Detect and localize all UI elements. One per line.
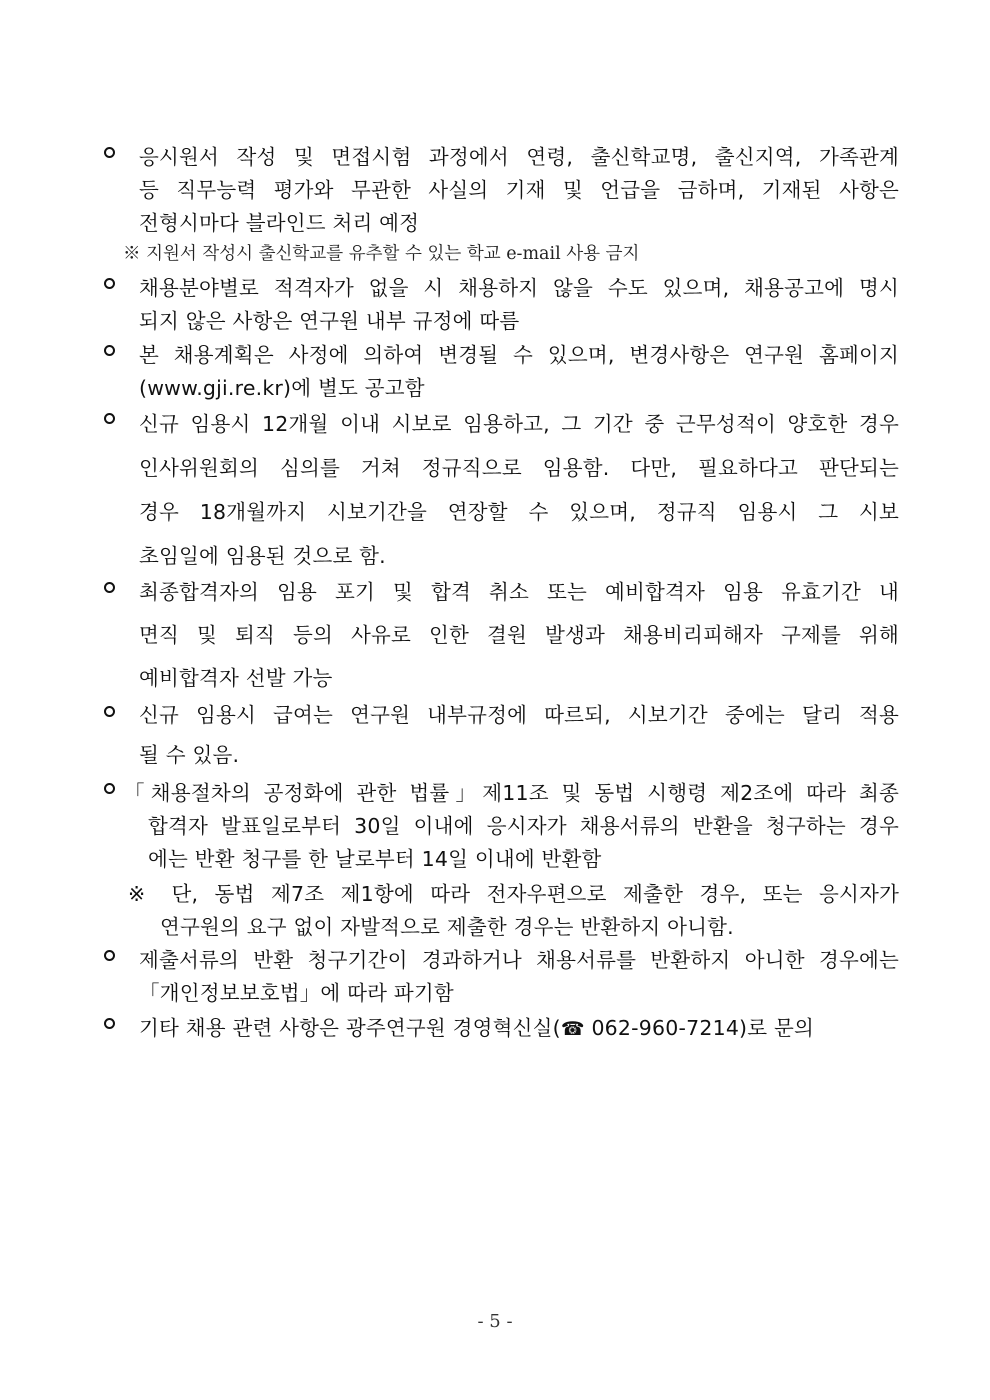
circle-bullet-icon bbox=[104, 147, 115, 158]
notice-item-disposal bbox=[104, 944, 899, 1010]
text-line: 전형시마다 블라인드 처리 예정 bbox=[139, 211, 420, 235]
contact-phone: 062-960-7214)로 문의 bbox=[591, 1016, 814, 1040]
page-number: - 5 - bbox=[477, 1311, 513, 1332]
text-line: 응시원서 작성 및 면접시험 과정에서 연령, 출신학교명, 출신지역, 가족관계 bbox=[139, 145, 899, 169]
text-line: 신규 임용시 급여는 연구원 내부규정에 따르되, 시보기간 중에는 달리 적용 bbox=[139, 703, 899, 727]
text-line: 초임일에 임용된 것으로 함. bbox=[139, 544, 386, 568]
circle-bullet-icon bbox=[104, 1018, 115, 1029]
email-note: ※ 지원서 작성시 출신학교를 유추할 수 있는 학교 e-mail 사용 금지 bbox=[123, 244, 640, 264]
text-line: 합격자 발표일로부터 30일 이내에 응시자가 채용서류의 반환을 청구하는 경우 bbox=[148, 814, 899, 838]
text-line: 최종합격자의 임용 포기 및 합격 취소 또는 예비합격자 임용 유효기간 내 bbox=[139, 580, 899, 604]
text-line: 되지 않은 사항은 연구원 내부 규정에 따름 bbox=[139, 309, 520, 333]
notice-item-reserve-candidates bbox=[104, 576, 899, 700]
phone-icon: ☎ bbox=[560, 1018, 585, 1040]
notice-item-salary bbox=[104, 700, 899, 775]
notice-item-no-qualified bbox=[104, 272, 899, 338]
notice-item-plan-change bbox=[104, 339, 899, 405]
text-line: 될 수 있음. bbox=[139, 743, 240, 767]
circle-bullet-icon bbox=[104, 706, 115, 717]
text-line: 예비합격자 선발 가능 bbox=[139, 666, 333, 690]
circle-bullet-icon bbox=[104, 345, 115, 356]
circle-bullet-icon bbox=[104, 783, 115, 794]
notice-item-blind-screening bbox=[104, 141, 899, 240]
text-line: 인사위원회의 심의를 거쳐 정규직으로 임용함. 다만, 필요하다고 판단되는 bbox=[139, 456, 899, 480]
notice-item-document-return bbox=[104, 777, 899, 876]
contact-text: 기타 채용 관련 사항은 광주연구원 경영혁신실( bbox=[139, 1016, 561, 1040]
return-exception-note-line2: 연구원의 요구 없이 자발적으로 제출한 경우는 반환하지 아니함. bbox=[160, 915, 734, 939]
circle-bullet-icon bbox=[104, 950, 115, 961]
notice-item-contact bbox=[104, 1012, 899, 1046]
text-line: 면직 및 퇴직 등의 사유로 인한 결원 발생과 채용비리피해자 구제를 위해 bbox=[139, 623, 899, 647]
text-line: 제출서류의 반환 청구기간이 경과하거나 채용서류를 반환하지 아니한 경우에는 bbox=[139, 948, 899, 972]
text-line: 신규 임용시 12개월 이내 시보로 임용하고, 그 기간 중 근무성적이 양호한 경우 bbox=[139, 412, 899, 436]
circle-bullet-icon bbox=[104, 582, 115, 593]
text-line: 「채용절차의 공정화에 관한 법률」제11조 및 동법 시행령 제2조에 따라 최종 bbox=[124, 781, 899, 805]
text-line: 경우 18개월까지 시보기간을 연장할 수 있으며, 정규직 임용시 그 시보 bbox=[139, 500, 899, 524]
text-line: (www.gji.re.kr)에 별도 공고함 bbox=[139, 376, 425, 400]
circle-bullet-icon bbox=[104, 413, 115, 424]
text-line: 에는 반환 청구를 한 날로부터 14일 이내에 반환함 bbox=[148, 847, 602, 871]
circle-bullet-icon bbox=[104, 278, 115, 289]
text-line: 본 채용계획은 사정에 의하여 변경될 수 있으며, 변경사항은 연구원 홈페이지 bbox=[139, 343, 899, 367]
text-line: 등 직무능력 평가와 무관한 사실의 기재 및 언급을 금하며, 기재된 사항은 bbox=[139, 178, 899, 202]
notice-item-probation bbox=[104, 407, 899, 578]
return-exception-note-line1: ※ 단, 동법 제7조 제1항에 따라 전자우편으로 제출한 경우, 또는 응시자가 bbox=[128, 882, 899, 906]
text-line: 채용분야별로 적격자가 없을 시 채용하지 않을 수도 있으며, 채용공고에 명시 bbox=[139, 276, 899, 300]
text-line: 「개인정보보호법」에 따라 파기함 bbox=[139, 981, 454, 1005]
